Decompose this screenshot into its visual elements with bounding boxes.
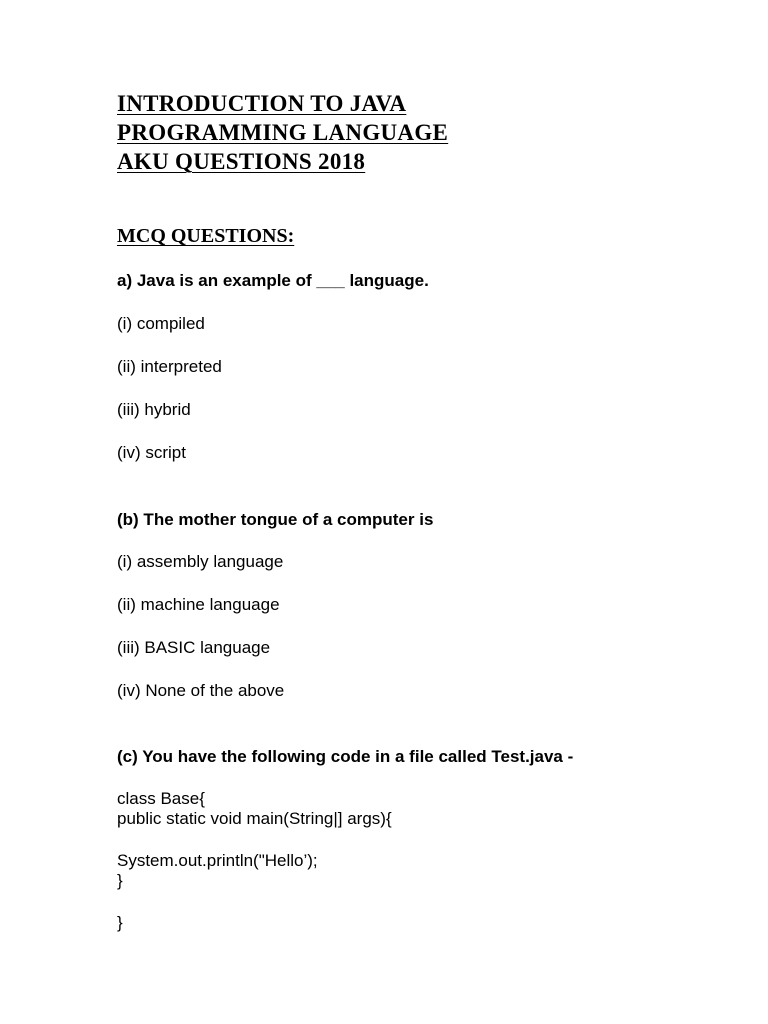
question-a: a) Java is an example of ___ language.	[117, 271, 429, 290]
code-line-5: }	[117, 913, 123, 932]
code-line-4: }	[117, 871, 123, 890]
code-line-3: System.out.println("Hello’);	[117, 851, 318, 870]
title-line-2: PROGRAMMING LANGUAGE	[117, 120, 449, 145]
question-b-option-4: (iv) None of the above	[117, 681, 285, 700]
question-a-option-2: (ii) interpreted	[117, 357, 222, 376]
question-b-option-2: (ii) machine language	[117, 595, 280, 614]
question-b: (b) The mother tongue of a computer is	[117, 510, 434, 529]
question-b-option-3: (iii) BASIC language	[117, 638, 271, 657]
title-line-3: AKU QUESTIONS 2018	[117, 149, 366, 174]
question-c: (c) You have the following code in a file called Test.java -	[117, 747, 574, 766]
code-line-1: class Base{	[117, 789, 205, 808]
title-line-1: INTRODUCTION TO JAVA	[117, 91, 407, 116]
code-line-2: public static void main(String|] args){	[117, 809, 392, 828]
question-b-option-1: (i) assembly language	[117, 552, 284, 571]
question-a-option-4: (iv) script	[117, 443, 186, 462]
question-a-option-1: (i) compiled	[117, 314, 205, 333]
section-heading: MCQ QUESTIONS:	[117, 225, 295, 247]
question-a-option-3: (iii) hybrid	[117, 400, 191, 419]
